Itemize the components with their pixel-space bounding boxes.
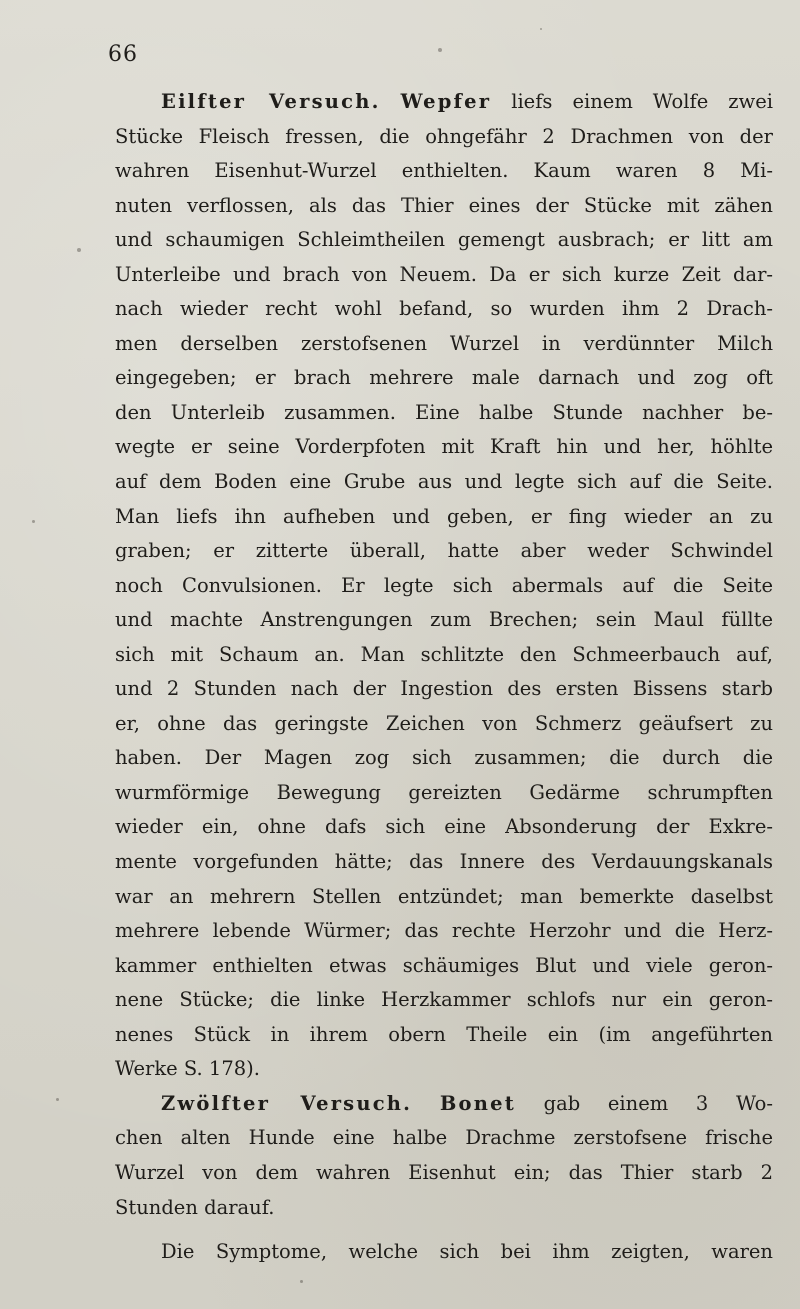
- text-line: wahren Eisenhut-Wurzel enthielten. Kaum waren 8 Mi-: [115, 159, 773, 183]
- main-text: [115, 85, 773, 1270]
- text-line: wieder ein, ohne dafs sich eine Absonderung der Exkre-: [115, 815, 773, 839]
- text-line: [115, 85, 773, 120]
- paper-speckle: [540, 28, 542, 30]
- text-line: nuten verflossen, als das Thier eines der Stücke mit zähen: [115, 193, 773, 217]
- paragraph-gap: [115, 1225, 773, 1235]
- paragraph: [115, 1235, 773, 1270]
- text-line: [115, 1087, 773, 1122]
- text-line: Wurzel von dem wahren Eisenhut ein; das Thier starb 2: [115, 1160, 773, 1184]
- text-segment: liefs einem Wolfe zwei: [491, 90, 774, 113]
- section-heading: Eilfter Versuch.: [161, 90, 381, 113]
- text-line: er, ohne das geringste Zeichen von Schmerz geäufsert zu: [115, 711, 773, 735]
- text-line: graben; er zitterte überall, hatte aber weder Schwindel: [115, 539, 773, 563]
- paper-speckle: [32, 520, 35, 523]
- text-line: Unterleibe und brach von Neuem. Da er sich kurze Zeit dar-: [115, 262, 773, 286]
- paragraph: [115, 1087, 773, 1225]
- paper-speckle: [56, 1098, 59, 1101]
- text-line: den Unterleib zusammen. Eine halbe Stunde nachher be-: [115, 400, 773, 424]
- text-line: nenes Stück in ihrem obern Theile ein (im angeführten: [115, 1022, 773, 1046]
- text-line: sich mit Schaum an. Man schlitzte den Schmeerbauch auf,: [115, 642, 773, 666]
- text-line: wegte er seine Vorderpfoten mit Kraft hin und her, höhlte: [115, 435, 773, 459]
- text-line: nene Stücke; die linke Herzkammer schlofs nur ein geron-: [115, 988, 773, 1012]
- text-line: nach wieder recht wohl befand, so wurden ihm 2 Drach-: [115, 297, 773, 321]
- page-number: 66: [108, 42, 138, 67]
- text-line: Werke S. 178).: [115, 1057, 260, 1081]
- text-line: Man liefs ihn aufheben und geben, er fing wieder an zu: [115, 504, 773, 528]
- text-line: und machte Anstrengungen zum Brechen; sein Maul füllte: [115, 608, 773, 632]
- text-line: mehrere lebende Würmer; das rechte Herzohr und die Herz-: [115, 919, 773, 943]
- text-line: Stunden darauf.: [115, 1195, 275, 1219]
- text-line: und schaumigen Schleimtheilen gemengt ausbrach; er litt am: [115, 228, 773, 252]
- author-name: Wepfer: [400, 90, 492, 113]
- text-line: men derselben zerstofsenen Wurzel in verdünnter Milch: [115, 331, 773, 355]
- text-segment: gab einem 3 Wo-: [515, 1091, 774, 1115]
- text-line: war an mehrern Stellen entzündet; man bemerkte daselbst: [115, 884, 773, 908]
- text-line: chen alten Hunde eine halbe Drachme zerstofsene frische: [115, 1126, 773, 1150]
- text-line: noch Convulsionen. Er legte sich abermals auf die Seite: [115, 573, 773, 597]
- text-line: Die Symptome, welche sich bei ihm zeigten, waren: [161, 1240, 773, 1264]
- text-line: kammer enthielten etwas schäumiges Blut und viele geron-: [115, 953, 773, 977]
- author-name: Bonet: [439, 1091, 516, 1115]
- section-heading: Zwölfter Versuch.: [161, 1091, 413, 1115]
- text-line: Stücke Fleisch fressen, die ohngefähr 2 Drachmen von der: [115, 124, 773, 148]
- paragraph: [115, 85, 773, 1087]
- text-line: und 2 Stunden nach der Ingestion des ersten Bissens starb: [115, 677, 773, 701]
- text-line: wurmförmige Bewegung gereizten Gedärme schrumpften: [115, 780, 773, 804]
- text-line: mente vorgefunden hätte; das Innere des Verdauungskanals: [115, 850, 773, 874]
- paper-speckle: [438, 48, 442, 52]
- text-line: haben. Der Magen zog sich zusammen; die durch die: [115, 746, 773, 770]
- text-line: auf dem Boden eine Grube aus und legte sich auf die Seite.: [115, 470, 773, 494]
- text-line: eingegeben; er brach mehrere male darnach und zog oft: [115, 366, 773, 390]
- paper-speckle: [77, 248, 81, 252]
- paper-speckle: [300, 1280, 303, 1283]
